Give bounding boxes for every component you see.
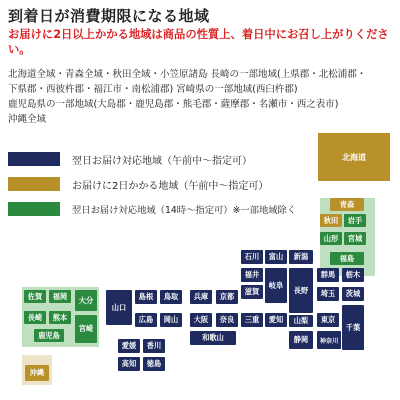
map-hyogo: 兵庫 xyxy=(190,290,212,304)
regions-list xyxy=(8,67,398,127)
regions-line-3: 鹿児島県の一部地域(大島郡・鹿児島郡・熊毛郡・薩摩郡・名瀬市・西之表市) xyxy=(8,99,339,110)
map-chiba: 千葉 xyxy=(342,305,364,350)
map-yamagata: 山形 xyxy=(320,232,342,245)
map-gunma: 群馬 xyxy=(317,268,339,282)
map-hiroshima: 広島 xyxy=(135,313,157,327)
map-nagasaki: 長崎 xyxy=(24,311,46,324)
map-ishikawa: 石川 xyxy=(241,250,263,264)
regions-line-1: 北海道全域・青森全域・秋田全域・小笠原諸島 長崎の一部地域(上県郡・北松浦郡・ xyxy=(8,69,367,80)
regions-line-4: 沖縄全域 xyxy=(8,114,47,125)
map-wakayama: 和歌山 xyxy=(190,331,236,345)
map-miyazaki: 宮崎 xyxy=(75,315,97,343)
map-saitama: 埼玉 xyxy=(317,287,339,301)
map-yamanashi: 山梨 xyxy=(289,315,313,327)
map-shizuoka: 静岡 xyxy=(289,331,313,349)
map-okinawa: 沖縄 xyxy=(25,365,49,381)
map-tochigi: 栃木 xyxy=(342,268,364,282)
legend-two-day xyxy=(8,176,268,192)
page-title: 到着日が消費期限になる地域 xyxy=(8,7,210,25)
map-nagano: 長野 xyxy=(289,268,313,313)
map-iwate: 岩手 xyxy=(344,214,366,227)
map-kanagawa: 神奈川 xyxy=(317,331,341,349)
map-akita: 秋田 xyxy=(320,214,342,227)
map-aomori: 青森 xyxy=(330,198,364,211)
map-oita: 大分 xyxy=(75,290,97,311)
map-yamaguchi: 山口 xyxy=(106,290,132,325)
regions-line-2: 下県郡・西彼杵郡・福江市・南松浦郡) 宮崎県の一部地域(西臼杵郡) xyxy=(8,84,298,95)
map-ibaraki: 茨城 xyxy=(342,287,364,301)
legend-next-day-afternoon xyxy=(8,201,296,217)
legend-swatch-green xyxy=(8,202,60,216)
legend-swatch-gold xyxy=(8,177,60,191)
legend-swatch-navy xyxy=(8,152,60,166)
legend-label-next-day-afternoon: 翌日お届け対応地域（14時〜指定可）※一部地域除く xyxy=(72,205,297,216)
delivery-notice: お届けに2日以上かかる地域は商品の性質上、着日中にお召し上がりください。 xyxy=(8,28,389,56)
map-shiga: 滋賀 xyxy=(241,285,263,299)
map-mie: 三重 xyxy=(241,313,263,327)
map-fukuoka: 福岡 xyxy=(49,290,71,303)
legend-next-day xyxy=(8,151,252,167)
map-kumamoto: 熊本 xyxy=(49,311,71,324)
map-kagawa: 香川 xyxy=(143,339,165,353)
map-okayama: 岡山 xyxy=(160,313,182,327)
map-kyoto: 京都 xyxy=(216,290,238,304)
map-hokkaido: 北海道 xyxy=(318,133,390,181)
map-nara: 奈良 xyxy=(216,313,238,327)
map-ehime: 愛媛 xyxy=(118,339,140,353)
legend-label-two-day: お届けに2日かかる地域（午前中〜指定可） xyxy=(72,180,269,192)
map-tokushima: 徳島 xyxy=(143,357,165,371)
map-toyama: 富山 xyxy=(265,250,287,264)
legend-label-next-day: 翌日お届け対応地域（午前中〜指定可） xyxy=(72,155,252,167)
map-fukui: 福井 xyxy=(241,268,263,282)
map-fukushima: 福島 xyxy=(330,252,364,265)
map-miyagi: 宮城 xyxy=(344,232,366,245)
map-tokyo: 東京 xyxy=(317,313,339,327)
map-gifu: 岐阜 xyxy=(265,268,287,303)
map-saga: 佐賀 xyxy=(24,290,46,303)
map-osaka: 大阪 xyxy=(190,313,212,327)
map-niigata: 新潟 xyxy=(289,250,313,264)
map-kochi: 高知 xyxy=(118,357,140,371)
map-shimane: 島根 xyxy=(135,290,157,304)
map-aichi: 愛知 xyxy=(265,313,287,327)
map-tottori: 鳥取 xyxy=(160,290,182,304)
map-kagoshima: 鹿児島 xyxy=(34,329,64,342)
